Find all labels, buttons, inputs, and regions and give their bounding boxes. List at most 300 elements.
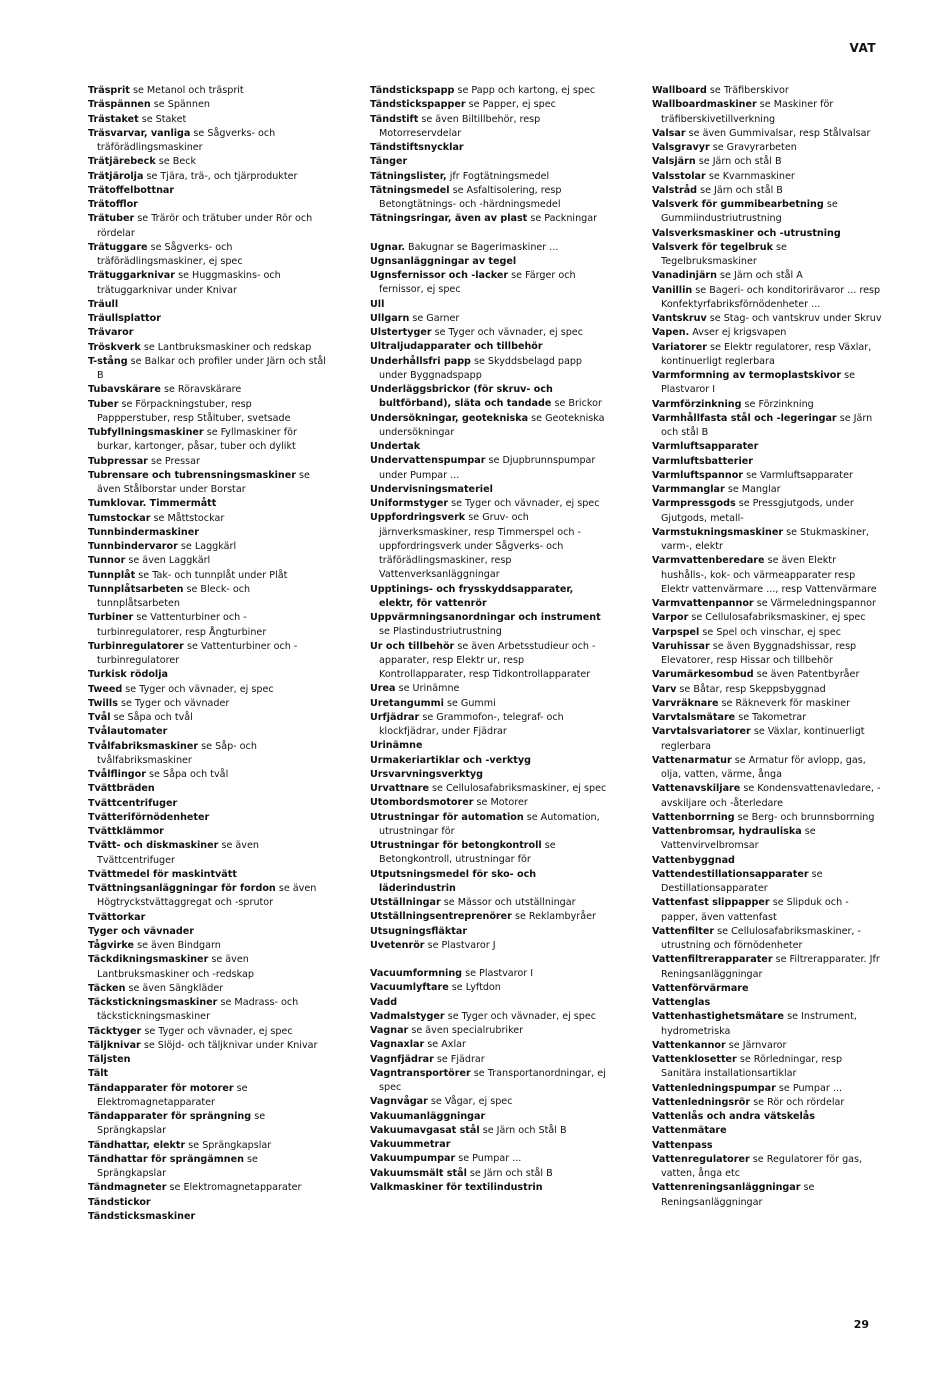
index-entry xyxy=(88,312,326,326)
index-entry xyxy=(88,540,326,554)
entry-term: Turkisk rödolja xyxy=(88,669,168,681)
index-entry xyxy=(88,1181,326,1195)
index-entry xyxy=(88,326,326,340)
entry-term: Vakuumpumpar xyxy=(370,1153,456,1165)
entry-term: Tvättningsanläggningar för fordon xyxy=(88,883,276,894)
entry-term: Tvätteriförnödenheter xyxy=(88,811,210,823)
entry-term: Variatorer xyxy=(652,341,708,353)
entry-reference: se Bleck- och tunnplåtsarbeten xyxy=(97,583,251,609)
index-entry xyxy=(652,170,884,184)
entry-reference: se Förzinkning xyxy=(741,398,814,410)
entry-reference: se Röravskärare xyxy=(160,384,242,396)
index-entry xyxy=(652,825,884,854)
entry-reference: se Vågar, ej spec xyxy=(427,1096,513,1108)
entry-term: Urmakeriartiklar och -verktyg xyxy=(370,754,531,766)
entry-term: Tändstiftsnycklar xyxy=(370,142,464,153)
index-entry xyxy=(652,811,884,825)
index-entry xyxy=(370,896,608,910)
entry-reference: se Automation, utrustningar för xyxy=(379,811,600,837)
entry-reference: se Destillationsapparater xyxy=(661,868,823,894)
entry-reference: se Cellulosafabriksmaskiner, ej spec xyxy=(428,783,607,794)
entry-reference: se Tegelbruksmaskiner xyxy=(661,241,787,267)
entry-term: Uniformstyger xyxy=(370,498,449,509)
entry-reference: se även Stålborstar under Borstar xyxy=(97,469,310,495)
index-entry xyxy=(88,469,326,498)
entry-reference: se Berg- och brunnsborrning xyxy=(734,811,875,823)
entry-reference: se även Sängkläder xyxy=(125,982,224,994)
entry-term: Tågvirke xyxy=(88,940,135,951)
entry-reference: se Plastvaror I xyxy=(661,370,856,396)
index-entry xyxy=(652,155,884,169)
index-entry xyxy=(652,469,884,483)
entry-term: Tumstockar xyxy=(88,512,151,524)
index-entry xyxy=(370,212,608,226)
entry-term: Valsjärn xyxy=(652,156,696,168)
index-entry xyxy=(88,839,326,868)
entry-reference: se Staket xyxy=(138,113,187,125)
entry-term: Wallboard xyxy=(652,85,707,96)
entry-reference: se Såp- och tvålfabriksmaskiner xyxy=(97,740,257,766)
entry-reference: se även Biltillbehör, resp Motorreservdelar xyxy=(379,113,541,139)
entry-reference: se Laggkärl xyxy=(177,541,237,552)
index-entry xyxy=(370,255,608,269)
entry-term: Tvålfabriksmaskiner xyxy=(88,740,199,752)
entry-reference: se Asfaltisolering, resp Betongtätnings- och -härdningsmedel xyxy=(379,184,562,210)
entry-term: Varmluftsbatterier xyxy=(652,455,753,467)
entry-reference: se Såpa och tvål xyxy=(110,712,193,723)
index-entry xyxy=(88,725,326,739)
entry-reference: se Trärör och trätuber under Rör och rördelar xyxy=(97,213,313,239)
index-entry xyxy=(88,1082,326,1111)
index-entry xyxy=(88,939,326,953)
entry-reference: se Skyddsbelagd papp under Byggnadspapp xyxy=(379,355,583,381)
entry-term: Valsstolar xyxy=(652,170,706,182)
entry-term: Träullsplattor xyxy=(88,313,161,324)
entry-term: Tändstickor xyxy=(88,1196,151,1208)
entry-reference: se även Högtryckstvättaggregat och -sprutor xyxy=(97,883,317,909)
index-entry xyxy=(370,98,608,112)
entry-reference: se Tyger och vävnader xyxy=(117,697,230,709)
index-entry xyxy=(652,526,884,555)
entry-term: Urfjädrar xyxy=(370,711,420,723)
entry-reference: se Tyger och vävnader, ej spec xyxy=(444,1010,597,1022)
entry-reference: Bakugnar se Bagerimaskiner ... xyxy=(404,241,559,253)
entry-term: Wallboardmaskiner xyxy=(652,99,757,111)
entry-term: Twills xyxy=(88,697,118,709)
entry-reference: se även Bindgarn xyxy=(134,940,221,951)
entry-reference: se Madrass- och täckstickningsmaskiner xyxy=(97,997,299,1023)
entry-reference: se Plastvaror I xyxy=(462,968,534,979)
entry-term: Urvattnare xyxy=(370,783,429,794)
entry-reference: se Vattenturbiner och -turbinregulatorer xyxy=(97,640,298,666)
index-entry xyxy=(652,754,884,783)
entry-term: Tändhattar, elektr xyxy=(88,1139,186,1151)
index-entry xyxy=(370,1038,608,1052)
index-entry xyxy=(652,725,884,754)
entry-term: Tubrensare och tubrensningsmaskiner xyxy=(88,469,296,481)
entry-term: Turbinregulatorer xyxy=(88,640,184,652)
entry-term: Tuber xyxy=(88,398,119,410)
entry-reference: se Maskiner för träfiberskivetillverkning xyxy=(661,99,834,125)
entry-reference: se Pumpar ... xyxy=(455,1153,522,1165)
index-entry xyxy=(370,298,608,312)
entry-term: Tvättklämmor xyxy=(88,826,164,837)
section-gap xyxy=(370,953,608,967)
entry-term: Tändmagneter xyxy=(88,1182,167,1194)
entry-term: Urinämne xyxy=(370,740,423,752)
index-entry xyxy=(370,782,608,796)
index-entry xyxy=(88,98,326,112)
index-entry xyxy=(652,184,884,198)
entry-reference: se Takometrar xyxy=(735,712,807,723)
index-entry xyxy=(370,910,608,924)
index-entry xyxy=(88,127,326,156)
entry-term: Ull xyxy=(370,298,385,310)
entry-reference: se Elektr regulatorer, resp Växlar, kontinuerligt reglerbara xyxy=(661,341,872,367)
entry-term: Träull xyxy=(88,298,119,310)
index-entry xyxy=(88,868,326,882)
entry-reference: se Sågverks- och träförädlingsmaskiner xyxy=(97,127,276,153)
index-entry xyxy=(88,269,326,298)
index-entry xyxy=(88,1196,326,1210)
entry-term: Undersökningar, geotekniska xyxy=(370,412,529,424)
entry-reference: se Lantbruksmaskiner och redskap xyxy=(140,341,312,353)
index-entry xyxy=(370,1181,608,1195)
entry-reference: se Tyger och vävnader, ej spec xyxy=(431,327,583,338)
index-entry xyxy=(652,84,884,98)
index-entry xyxy=(652,227,884,241)
index-entry xyxy=(652,1124,884,1138)
index-entry xyxy=(88,996,326,1025)
entry-reference: se Motorer xyxy=(473,797,528,809)
entry-term: Tvättmedel för maskintvätt xyxy=(88,868,237,880)
index-entry xyxy=(88,298,326,312)
index-entry xyxy=(652,1153,884,1182)
entry-term: Vakuumsmält stål xyxy=(370,1167,467,1179)
index-entry xyxy=(652,782,884,811)
index-entry xyxy=(652,141,884,155)
index-entry xyxy=(370,981,608,995)
index-entry xyxy=(370,868,608,897)
entry-reference: se Mässor och utställningar xyxy=(440,897,576,908)
entry-reference: se Armatur för avlopp, gas, olja, vatten, värme, ånga xyxy=(661,754,866,780)
index-entry xyxy=(370,1095,608,1109)
index-entry xyxy=(370,583,608,612)
index-entry xyxy=(88,383,326,397)
index-entry xyxy=(370,1053,608,1067)
entry-term: Tändstickspapper xyxy=(370,99,466,111)
entry-reference: se Balkar och profiler under Järn och stål B xyxy=(97,355,326,381)
entry-term: Tubavskärare xyxy=(88,384,161,396)
entry-term: Varumärkesombud xyxy=(652,669,754,681)
entry-term: Täckstickningsmaskiner xyxy=(88,997,218,1008)
index-entry xyxy=(370,312,608,326)
entry-term: Trästaket xyxy=(88,113,139,125)
index-entry xyxy=(88,113,326,127)
entry-term: Vattenbyggnad xyxy=(652,854,735,866)
index-entry xyxy=(370,811,608,840)
index-entry xyxy=(88,155,326,169)
index-entry xyxy=(370,682,608,696)
index-entry xyxy=(88,426,326,455)
entry-term: Urea xyxy=(370,683,396,695)
index-entry xyxy=(88,882,326,911)
entry-reference: se Tak- och tunnplåt under Plåt xyxy=(135,569,288,581)
entry-reference: se Filtrerapparater. Jfr Reningsanläggningar xyxy=(661,954,880,980)
entry-term: Uppfordringsverk xyxy=(370,512,466,524)
entry-reference: se även Lantbruksmaskiner och -redskap xyxy=(97,954,254,980)
index-entry xyxy=(652,925,884,954)
entry-term: Vattenregulatorer xyxy=(652,1153,750,1165)
index-entry xyxy=(652,896,884,925)
entry-term: Ursvarvningsverktyg xyxy=(370,768,484,780)
entry-term: Tvålflingor xyxy=(88,769,146,780)
entry-reference: se Plastindustriutrustning xyxy=(379,626,502,638)
entry-term: T-stång xyxy=(88,355,128,367)
index-entry xyxy=(652,1181,884,1210)
entry-reference: se Grammofon-, telegraf- och klockfjädrar, under Fjädrar xyxy=(379,711,564,737)
index-entry xyxy=(652,1039,884,1053)
entry-term: Träsprit xyxy=(88,85,130,96)
entry-term: Vattenavskiljare xyxy=(652,783,741,795)
index-entry xyxy=(370,511,608,582)
entry-reference: se Färger och fernissor, ej spec xyxy=(379,270,576,296)
entry-reference: se Stag- och vantskruv under Skruv xyxy=(706,313,882,324)
entry-term: Varmluftsapparater xyxy=(652,441,759,453)
entry-term: Vagnvågar xyxy=(370,1096,428,1108)
entry-term: Trätoffelbottnar xyxy=(88,184,175,196)
entry-term: Uvetenrör xyxy=(370,939,425,951)
index-entry xyxy=(652,284,884,313)
index-entry xyxy=(370,184,608,213)
index-entry xyxy=(370,996,608,1010)
entry-term: Varvtalsmätare xyxy=(652,712,736,723)
entry-term: Täljsten xyxy=(88,1054,131,1065)
index-entry xyxy=(370,796,608,810)
entry-term: Vattenklosetter xyxy=(652,1054,737,1065)
index-entry xyxy=(370,155,608,169)
entry-term: Ugnsfernissor och -lacker xyxy=(370,270,509,281)
entry-term: Valkmaskiner för textilindustrin xyxy=(370,1181,543,1193)
index-entry xyxy=(652,953,884,982)
entry-term: Tunnor xyxy=(88,555,126,567)
entry-reference: se även Tvättcentrifuger xyxy=(97,840,259,866)
entry-reference: se även Elektr hushålls-, kok- och värmeapparater resp Elektr vattenvärmare ..., resp Vattenvärmare xyxy=(661,555,877,595)
entry-term: Varmstukningsmaskiner xyxy=(652,526,784,538)
entry-reference: se Vattenturbiner och -turbinregulatorer, resp Ångturbiner xyxy=(97,612,267,638)
index-entry xyxy=(88,711,326,725)
index-entry xyxy=(88,683,326,697)
index-entry xyxy=(88,212,326,241)
entry-reference: se Tyger och vävnader, ej spec xyxy=(448,498,600,509)
index-entry xyxy=(88,184,326,198)
index-entry xyxy=(370,483,608,497)
entry-term: Varpor xyxy=(652,612,689,624)
index-entry xyxy=(88,84,326,98)
entry-term: Vattenfiltrerapparater xyxy=(652,954,773,966)
index-entry xyxy=(88,925,326,939)
entry-term: Trätofflor xyxy=(88,199,138,210)
entry-term: Trävaror xyxy=(88,327,134,339)
entry-term: Vattenkannor xyxy=(652,1039,726,1051)
entry-reference: se Metanol och träsprit xyxy=(129,85,244,96)
entry-reference: se Instrument, hydrometriska xyxy=(661,1011,857,1037)
index-entry xyxy=(370,326,608,340)
index-entry xyxy=(652,996,884,1010)
index-entry xyxy=(652,668,884,682)
entry-term: Tätningsmedel xyxy=(370,184,450,196)
entry-term: Vagnaxlar xyxy=(370,1039,425,1051)
index-entry xyxy=(652,1096,884,1110)
index-entry xyxy=(652,711,884,725)
entry-term: Vattenbromsar, hydrauliska xyxy=(652,826,802,837)
entry-reference: se Pressar xyxy=(147,455,200,467)
index-entry xyxy=(652,868,884,897)
entry-reference: se Sprängkapslar xyxy=(97,1153,258,1179)
index-entry xyxy=(652,326,884,340)
index-entry xyxy=(370,1124,608,1138)
entry-reference: se Sprängkapslar xyxy=(97,1111,266,1137)
entry-reference: se Värmeledningspannor xyxy=(753,598,876,609)
entry-term: Upptinings- och frysskyddsapparater, elektr, för vattenrör xyxy=(370,583,574,609)
entry-term: Vakuumanläggningar xyxy=(370,1110,486,1122)
index-entry xyxy=(370,1024,608,1038)
entry-term: Tunnplåt xyxy=(88,569,136,581)
entry-term: Tändstickspapp xyxy=(370,85,455,96)
entry-term: Varmmanglar xyxy=(652,484,725,495)
index-entry xyxy=(88,241,326,270)
entry-term: Vacuumlyftare xyxy=(370,982,449,994)
entry-reference: se Brickor xyxy=(551,398,602,410)
index-entry xyxy=(652,497,884,526)
index-entry xyxy=(370,1138,608,1152)
entry-reference: se Gummi xyxy=(443,697,496,709)
entry-term: Trätuggare xyxy=(88,241,148,253)
entry-reference: se Räkneverk för maskiner xyxy=(718,697,851,709)
entry-reference: se Gummiindustriutrustning xyxy=(661,199,838,225)
index-entry xyxy=(88,911,326,925)
index-entry xyxy=(652,241,884,270)
entry-term: Vakuummetrar xyxy=(370,1139,451,1150)
entry-term: Utrustningar för automation xyxy=(370,811,524,823)
entry-reference: se även specialrubriker xyxy=(408,1025,524,1036)
entry-term: Tunnplåtsarbeten xyxy=(88,583,184,595)
entry-term: Ugnar. xyxy=(370,241,405,253)
entry-term: Täcken xyxy=(88,982,126,994)
entry-term: Ultraljudapparater och tillbehör xyxy=(370,341,543,353)
index-entry xyxy=(88,811,326,825)
index-entry xyxy=(652,1053,884,1082)
index-entry xyxy=(652,483,884,497)
entry-reference: se Rörledningar, resp Sanitära installationsartiklar xyxy=(661,1054,843,1080)
entry-term: Uppvärmningsanordningar och instrument xyxy=(370,612,601,623)
entry-reference: se Järnvaror xyxy=(725,1039,787,1051)
entry-reference: se Regulatorer för gas, vatten, ånga etc xyxy=(661,1153,863,1179)
entry-reference: se även Gummivalsar, resp Stålvalsar xyxy=(685,127,871,139)
entry-term: Uretangummi xyxy=(370,697,444,709)
index-entry xyxy=(652,597,884,611)
entry-reference: se Träfiberskivor xyxy=(706,85,789,96)
index-entry xyxy=(88,825,326,839)
index-entry xyxy=(88,611,326,640)
index-entry xyxy=(370,170,608,184)
index-entry xyxy=(652,1082,884,1096)
entry-term: Vapen. xyxy=(652,327,690,339)
entry-reference: se Reningsanläggningar xyxy=(661,1182,815,1208)
entry-term: Varvräknare xyxy=(652,697,719,709)
entry-reference: se Måttstockar xyxy=(150,512,225,524)
entry-term: Valsverk för tegelbruk xyxy=(652,241,773,253)
entry-term: Utsugningsfläktar xyxy=(370,925,468,937)
entry-reference: se Fyllmaskiner för burkar, kartonger, påsar, tuber och dylikt xyxy=(97,427,297,453)
index-entry xyxy=(88,1210,326,1224)
index-entry xyxy=(652,98,884,127)
entry-term: Träspännen xyxy=(88,99,151,111)
entry-term: Varmformning av termoplastskivor xyxy=(652,370,842,381)
entry-term: Vagnfjädrar xyxy=(370,1053,434,1065)
index-entry xyxy=(652,640,884,669)
index-entry xyxy=(652,341,884,370)
entry-term: Tunnbindermaskiner xyxy=(88,526,199,538)
index-entry xyxy=(88,953,326,982)
entry-reference: se Reklambyråer xyxy=(511,911,596,923)
entry-term: Utombordsmotorer xyxy=(370,797,474,809)
entry-reference: se även Laggkärl xyxy=(125,555,211,567)
index-entry xyxy=(652,369,884,398)
entry-term: Varvtalsvariatorer xyxy=(652,726,751,738)
entry-term: Valsverksmaskiner och -utrustning xyxy=(652,227,841,239)
entry-reference: se Spel och vinschar, ej spec xyxy=(699,626,842,638)
index-entry xyxy=(370,768,608,782)
entry-term: Täljknivar xyxy=(88,1039,141,1051)
index-entry xyxy=(370,412,608,441)
entry-term: Vanadinjärn xyxy=(652,270,717,282)
index-entry xyxy=(370,697,608,711)
entry-term: Tröskverk xyxy=(88,341,141,353)
entry-reference: se Vattenvirvelbromsar xyxy=(661,826,816,852)
entry-term: Täckdikningsmaskiner xyxy=(88,954,209,966)
index-entry xyxy=(370,1152,608,1166)
entry-term: Tunnbindervaror xyxy=(88,541,178,552)
entry-term: Trätuggarknivar xyxy=(88,270,176,282)
entry-reference: se Betongkontroll, utrustningar för xyxy=(379,840,556,866)
entry-reference: se Järn och stål B xyxy=(695,156,782,168)
entry-reference: se Axlar xyxy=(424,1039,466,1051)
entry-reference: se Järn och Stål B xyxy=(479,1124,567,1136)
entry-reference: jfr Fogtätningsmedel xyxy=(446,170,550,182)
entry-term: Vattenfilter xyxy=(652,925,715,937)
index-entry xyxy=(88,697,326,711)
index-entry xyxy=(370,640,608,683)
entry-reference: se Urinämne xyxy=(395,683,460,695)
index-entry xyxy=(652,1139,884,1153)
entry-reference: se även Arbetsstudieur och -apparater, resp Elektr ur, resp Kontrollapparater, resp Tidkontrollapparater xyxy=(379,640,596,680)
entry-reference: se Förpackningstuber, resp Pappperstuber, resp Ståltuber, svetsade xyxy=(97,398,291,424)
index-entry xyxy=(88,198,326,212)
entry-term: Undervattenspumpar xyxy=(370,455,486,467)
index-entry xyxy=(88,355,326,384)
entry-reference: se Papper, ej spec xyxy=(465,99,556,111)
entry-term: Vattenborrning xyxy=(652,811,735,823)
index-entry xyxy=(88,668,326,682)
index-entry xyxy=(88,1053,326,1067)
entry-term: Valsgravyr xyxy=(652,142,710,153)
entry-term: Vattenglas xyxy=(652,997,711,1008)
entry-term: Vadd xyxy=(370,996,398,1008)
entry-reference: se Transportanordningar, ej spec xyxy=(379,1067,606,1093)
entry-reference: se Tyger och vävnader, ej spec xyxy=(122,683,274,695)
entry-reference: se Gruv- och järnverksmaskiner, resp Timmerspel och -uppfordringsverk under Sågverks- och träförädlingsmaskiner, resp Vattenverksanläggningar xyxy=(379,512,581,581)
